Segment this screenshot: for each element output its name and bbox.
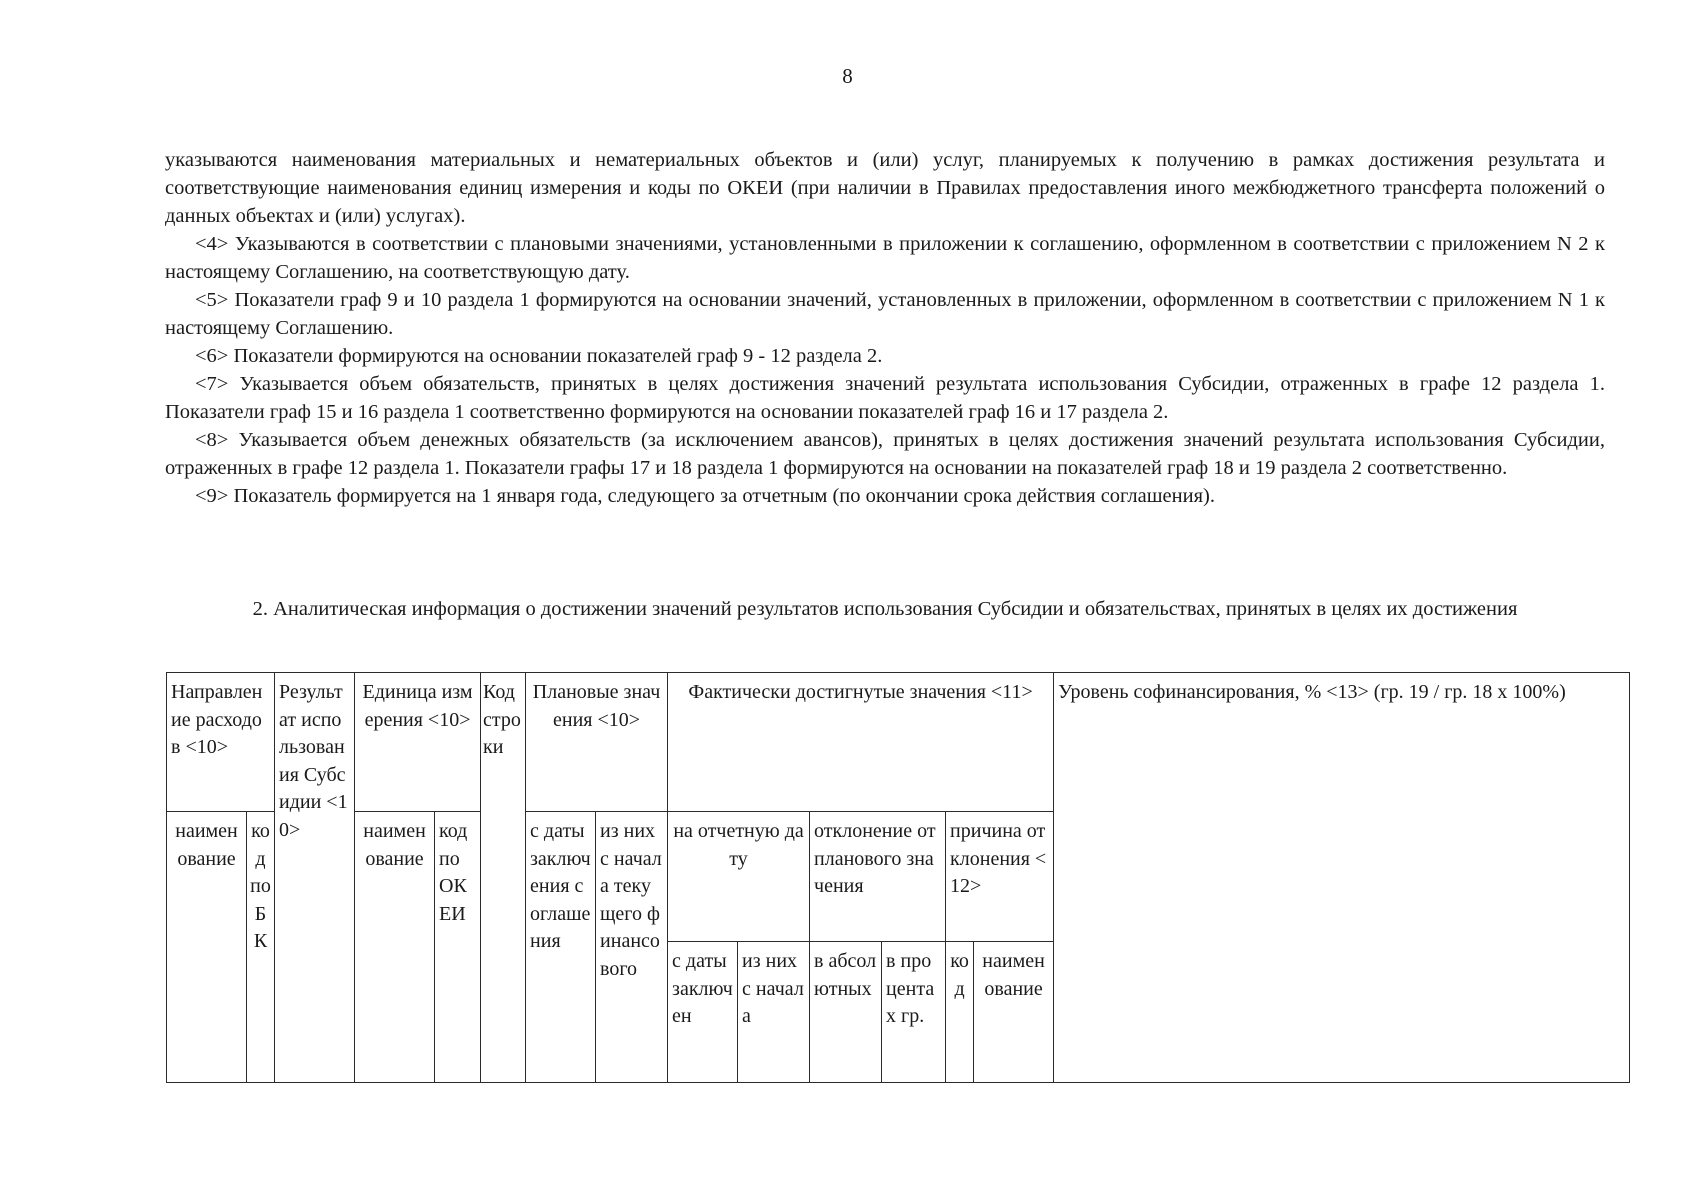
paragraph-continuation: указываются наименования материальных и нематериальных объектов и (или) услуг, планируемых к получению в рамках достижения результата и соответствующие наименования единиц измерения и коды по ОКЕИ (при наличии в Правилах предоставления иного межбюджетного трансферта положений о данных объектах и (или) услугах). [165,149,1605,227]
header-deviation: отклонение от планового значения [810,812,946,942]
footnote-5: <5> Показатели граф 9 и 10 раздела 1 формируются на основании значений, установленных в приложении, оформленном в соответствии с приложением N 1 к настоящему Соглашению. [165,289,1605,339]
header-result: Результат использования Субсидии <10> [275,673,355,1083]
header-reason-code: код [946,942,974,1083]
header-planned-from-agreement: с даты заключения соглашения [526,812,596,1083]
footnote-6: <6> Показатели формируются на основании показателей граф 9 - 12 раздела 2. [195,345,883,367]
footnote-4: <4> Указываются в соответствии с плановыми значениями, установленными в приложении к соглашению, оформленном в соответствии с приложением N 2 к настоящему Соглашению, на соответствующую дату. [165,233,1605,283]
header-unit-name: наименование [355,812,435,1083]
header-reason: причина отклонения <12> [946,812,1054,942]
footnote-8: <8> Указывается объем денежных обязательств (за исключением авансов), принятых в целях достижения значений результата использования Субсидии, отраженных в графе 12 раздела 1. Показатели графы 17 и 18 раздела 1 формируются на основании на показателей граф 18 и 19 раздела 2 соответственно. [165,429,1605,479]
header-actual: Фактически достигнутые значения <11> [668,673,1054,812]
header-actual-from-agreement: с даты заключен [668,942,738,1083]
header-deviation-percent: в процентах гр. [882,942,946,1083]
header-deviation-absolute: в абсолютных [810,942,882,1083]
header-direction: Направление расходов <10> [167,673,275,812]
footnotes-text [165,146,1605,510]
section-title: 2. Аналитическая информация о достижении значений результатов использования Субсидии и обязательствах, принятых в целях их достижения [252,598,1518,620]
header-reason-name: наименование [974,942,1054,1083]
header-cofinancing: Уровень софинансирования, % <13> (гр. 19 / гр. 18 x 100%) [1054,673,1630,1083]
analytic-info-table [166,672,1630,1083]
header-direction-name: наименование [167,812,247,1083]
footnote-9: <9> Показатель формируется на 1 января года, следующего за отчетным (по окончании срока действия соглашения). [195,485,1215,507]
header-actual-from-start: из них с начала [738,942,810,1083]
page-number: 8 [842,64,853,88]
header-planned-from-year: из них с начала текущего финансового [596,812,668,1083]
header-unit-code: код по ОКЕИ [435,812,481,1083]
footnote-7: <7> Указывается объем обязательств, принятых в целях достижения значений результата использования Субсидии, отраженных в графе 12 раздела 1. Показатели граф 15 и 16 раздела 1 соответственно формируются на основании показателей граф 16 и 17 раздела 2. [165,373,1605,423]
header-actual-on-date: на отчетную дату [668,812,810,942]
header-direction-code: код по БК [247,812,275,1083]
header-row-code: Код строки [481,673,526,1083]
header-planned: Плановые значения <10> [526,673,668,812]
header-unit: Единица измерения <10> [355,673,481,812]
